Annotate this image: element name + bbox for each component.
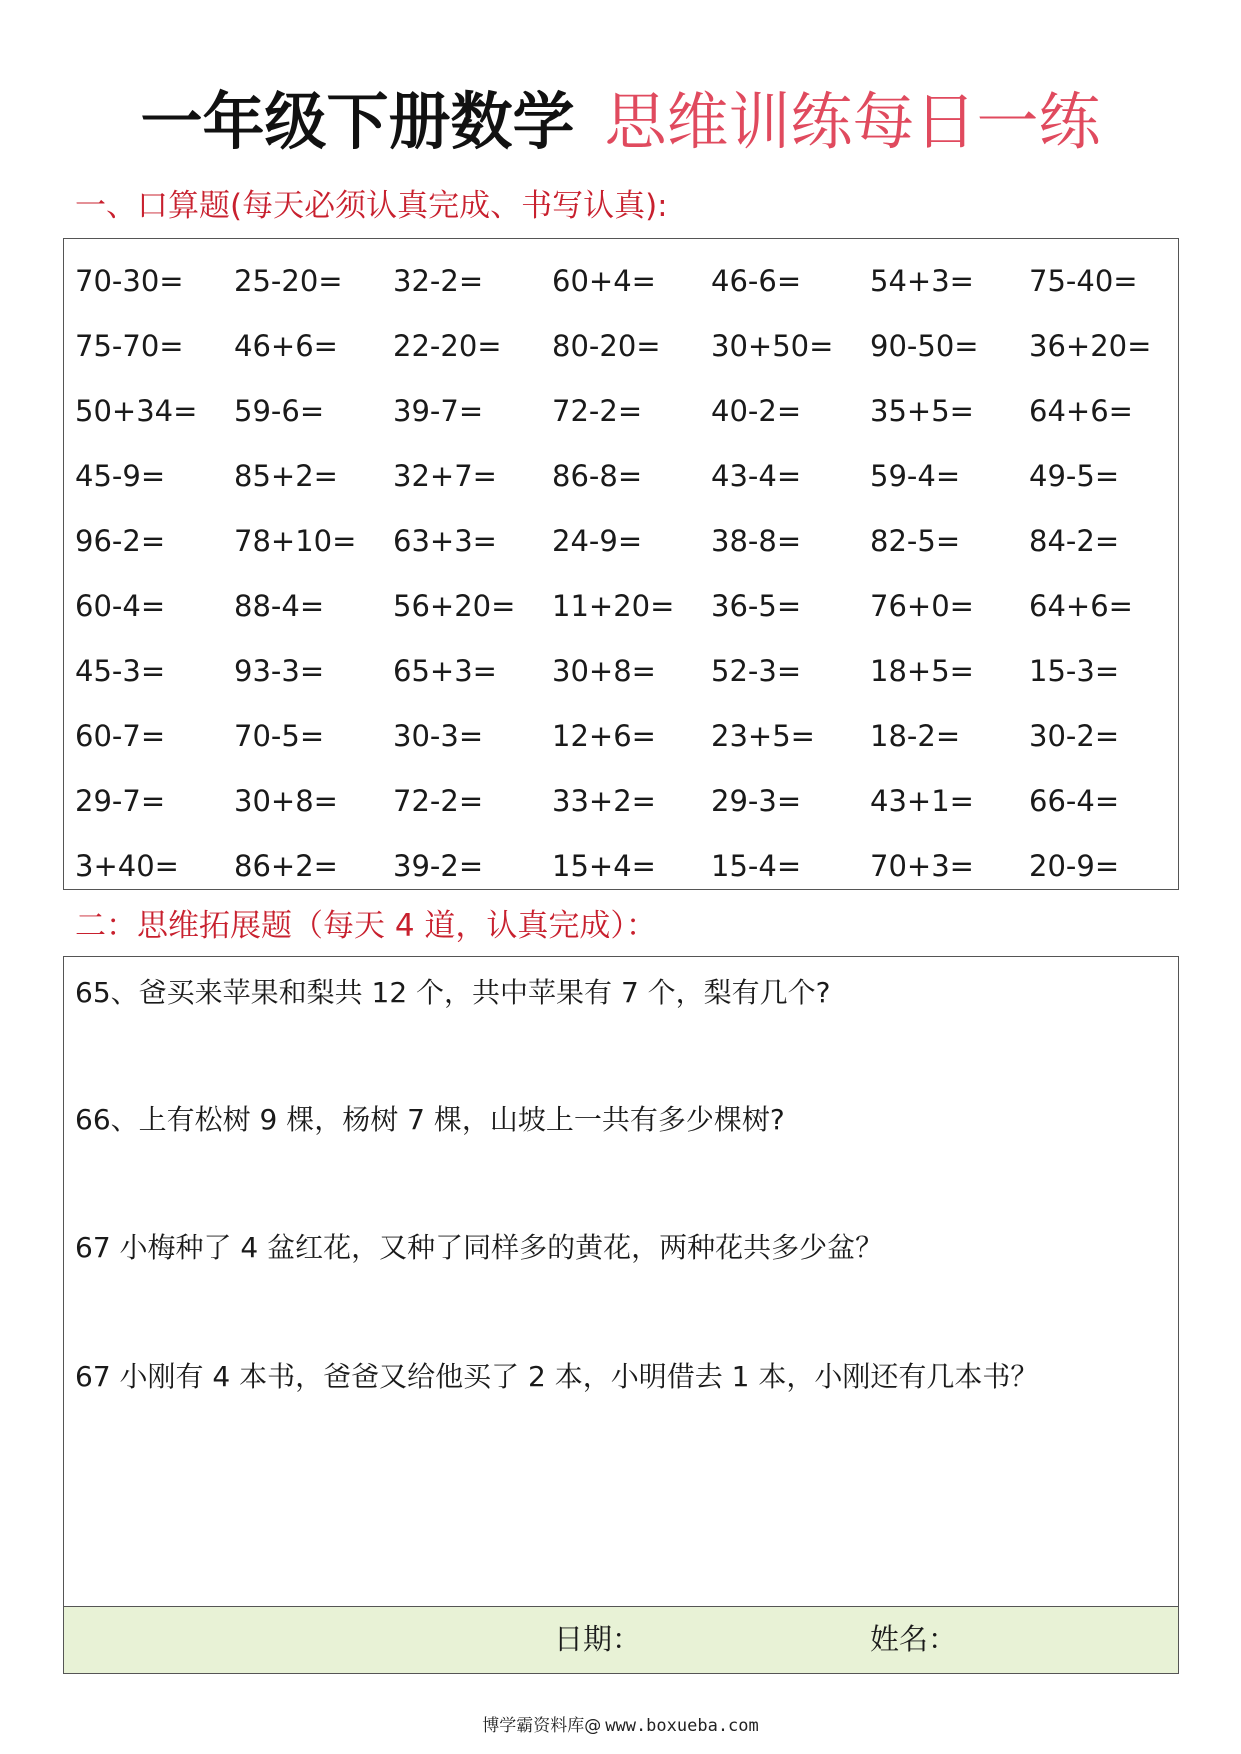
arithmetic-problem: 59-6= <box>234 394 325 428</box>
title-sub: 思维训练每日一练 <box>604 85 1101 158</box>
name-label: 姓名： <box>870 1622 958 1656</box>
arithmetic-problem: 36-5= <box>711 589 802 623</box>
arithmetic-problem: 15-3= <box>1029 654 1120 688</box>
arithmetic-problem: 32-2= <box>393 264 484 298</box>
arithmetic-problem: 70-30= <box>75 264 184 298</box>
arithmetic-problem: 24-9= <box>552 524 643 558</box>
arithmetic-problem: 36+20= <box>1029 329 1152 363</box>
arithmetic-problem: 39-2= <box>393 849 484 883</box>
section2-heading: 二：思维拓展题（每天 4 道，认真完成）： <box>75 908 657 944</box>
arithmetic-problem: 60+4= <box>552 264 656 298</box>
problem-grid <box>75 249 1188 899</box>
word-problems-box <box>63 956 1179 1674</box>
arithmetic-problem: 70-5= <box>234 719 325 753</box>
arithmetic-problem: 22-20= <box>393 329 502 363</box>
arithmetic-problem: 33+2= <box>552 784 656 818</box>
arithmetic-problem: 18+5= <box>870 654 974 688</box>
arithmetic-problem: 82-5= <box>870 524 961 558</box>
arithmetic-problem: 43-4= <box>711 459 802 493</box>
watermark <box>0 1714 1241 1738</box>
arithmetic-problem: 65+3= <box>393 654 497 688</box>
arithmetic-problem: 72-2= <box>393 784 484 818</box>
arithmetic-problem: 85+2= <box>234 459 338 493</box>
arithmetic-problem: 78+10= <box>234 524 357 558</box>
page-title <box>0 82 1241 162</box>
watermark-url: www.boxueba.com <box>605 1716 759 1736</box>
word-problem: 67 小梅种了 4 盆红花，又种了同样多的黄花，两种花共多少盆？ <box>75 1231 884 1264</box>
watermark-text: 博学霸资料库@ <box>482 1716 602 1736</box>
arithmetic-problem: 39-7= <box>393 394 484 428</box>
arithmetic-problem: 84-2= <box>1029 524 1120 558</box>
arithmetic-problem: 29-3= <box>711 784 802 818</box>
date-name-bar <box>64 1606 1178 1673</box>
arithmetic-problem: 76+0= <box>870 589 974 623</box>
arithmetic-problem: 75-40= <box>1029 264 1138 298</box>
arithmetic-problem: 63+3= <box>393 524 497 558</box>
arithmetic-problem: 56+20= <box>393 589 516 623</box>
arithmetic-problem: 64+6= <box>1029 394 1133 428</box>
word-problem: 65、爸买来苹果和梨共 12 个，共中苹果有 7 个，梨有几个? <box>75 976 831 1009</box>
arithmetic-problem: 72-2= <box>552 394 643 428</box>
arithmetic-problem: 66-4= <box>1029 784 1120 818</box>
arithmetic-problem: 86-8= <box>552 459 643 493</box>
arithmetic-problem: 52-3= <box>711 654 802 688</box>
arithmetic-problem: 75-70= <box>75 329 184 363</box>
oral-arithmetic-box <box>63 238 1179 890</box>
arithmetic-problem: 60-4= <box>75 589 166 623</box>
arithmetic-problem: 30-2= <box>1029 719 1120 753</box>
arithmetic-problem: 30+50= <box>711 329 834 363</box>
word-problem: 67 小刚有 4 本书，爸爸又给他买了 2 本，小明借去 1 本，小刚还有几本书？ <box>75 1360 1039 1393</box>
arithmetic-problem: 93-3= <box>234 654 325 688</box>
arithmetic-problem: 11+20= <box>552 589 675 623</box>
arithmetic-problem: 46+6= <box>234 329 338 363</box>
word-problem: 66、上有松树 9 棵，杨树 7 棵，山坡上一共有多少棵树? <box>75 1103 785 1136</box>
arithmetic-problem: 20-9= <box>1029 849 1120 883</box>
arithmetic-problem: 50+34= <box>75 394 198 428</box>
arithmetic-problem: 70+3= <box>870 849 974 883</box>
arithmetic-problem: 46-6= <box>711 264 802 298</box>
arithmetic-problem: 30-3= <box>393 719 484 753</box>
arithmetic-problem: 60-7= <box>75 719 166 753</box>
arithmetic-problem: 86+2= <box>234 849 338 883</box>
arithmetic-problem: 88-4= <box>234 589 325 623</box>
arithmetic-problem: 38-8= <box>711 524 802 558</box>
arithmetic-problem: 35+5= <box>870 394 974 428</box>
arithmetic-problem: 3+40= <box>75 849 179 883</box>
arithmetic-problem: 43+1= <box>870 784 974 818</box>
arithmetic-problem: 30+8= <box>552 654 656 688</box>
arithmetic-problem: 12+6= <box>552 719 656 753</box>
arithmetic-problem: 23+5= <box>711 719 815 753</box>
arithmetic-problem: 25-20= <box>234 264 343 298</box>
arithmetic-problem: 45-9= <box>75 459 166 493</box>
arithmetic-problem: 96-2= <box>75 524 166 558</box>
arithmetic-problem: 29-7= <box>75 784 166 818</box>
arithmetic-problem: 90-50= <box>870 329 979 363</box>
arithmetic-problem: 49-5= <box>1029 459 1120 493</box>
arithmetic-problem: 15+4= <box>552 849 656 883</box>
arithmetic-problem: 32+7= <box>393 459 497 493</box>
arithmetic-problem: 15-4= <box>711 849 802 883</box>
arithmetic-problem: 18-2= <box>870 719 961 753</box>
section1-heading: 一、口算题(每天必须认真完成、书写认真): <box>75 188 668 224</box>
date-label: 日期： <box>554 1622 642 1656</box>
arithmetic-problem: 64+6= <box>1029 589 1133 623</box>
arithmetic-problem: 59-4= <box>870 459 961 493</box>
arithmetic-problem: 80-20= <box>552 329 661 363</box>
arithmetic-problem: 54+3= <box>870 264 974 298</box>
arithmetic-problem: 40-2= <box>711 394 802 428</box>
arithmetic-problem: 30+8= <box>234 784 338 818</box>
title-main: 一年级下册数学 <box>140 85 575 158</box>
arithmetic-problem: 45-3= <box>75 654 166 688</box>
